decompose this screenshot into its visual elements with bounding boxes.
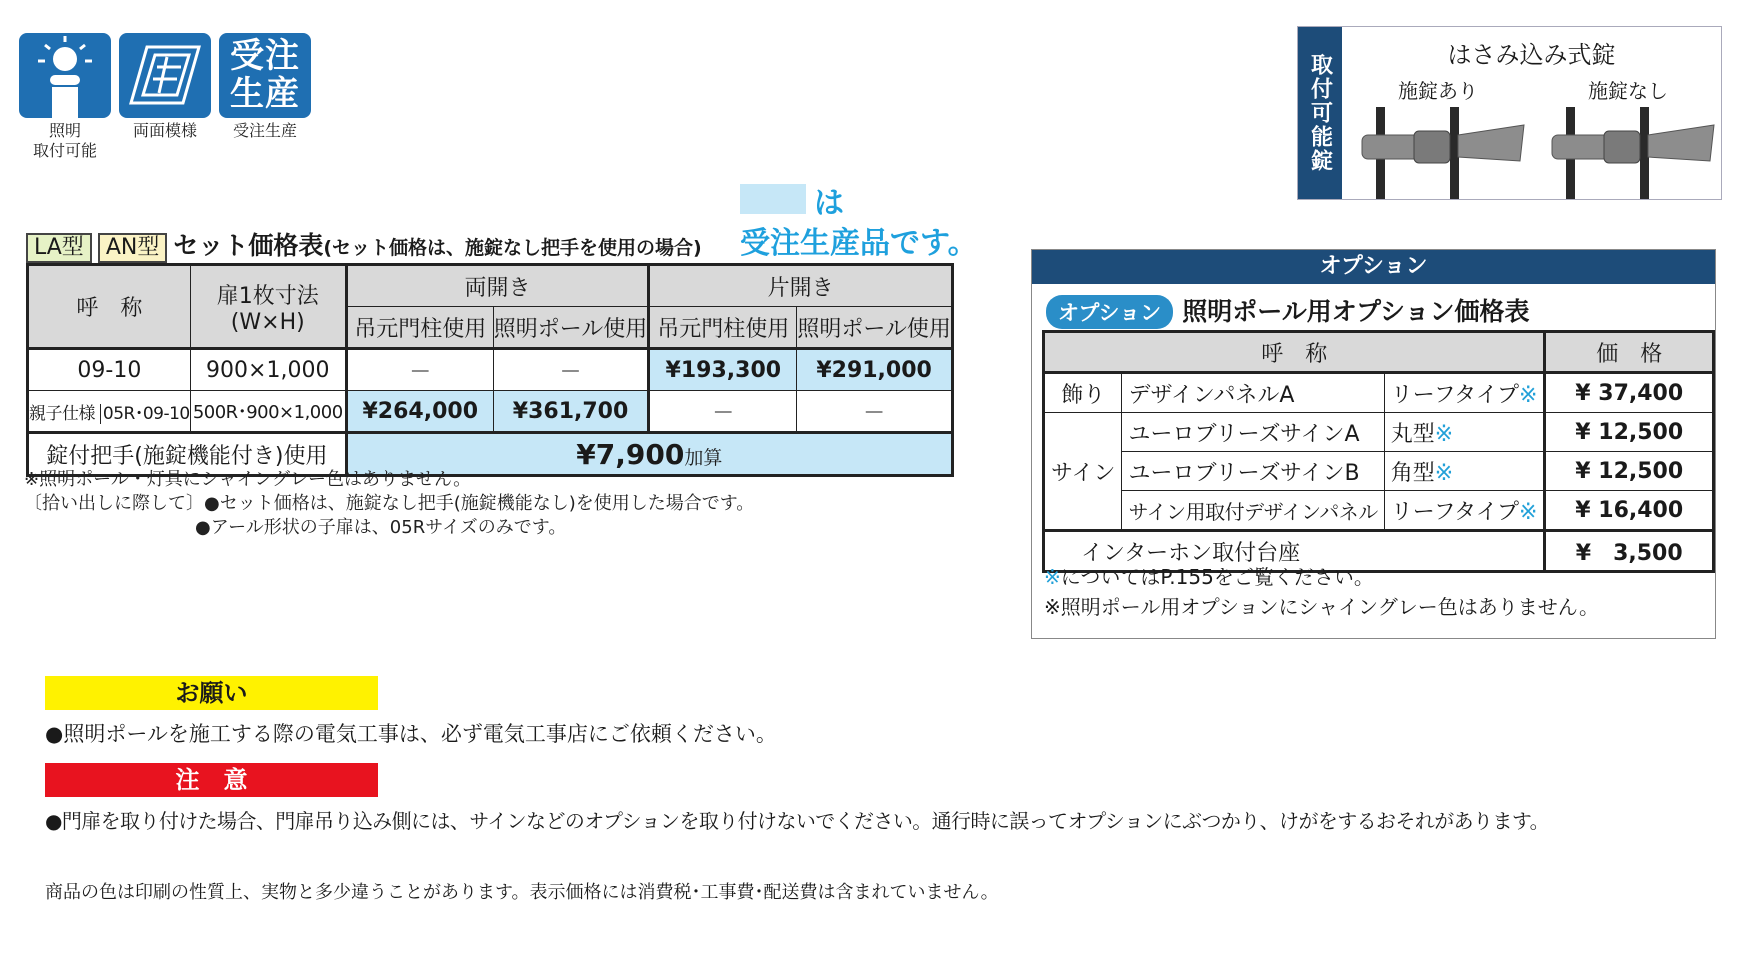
option-price-table (1042, 330, 1715, 573)
option-type-text: 丸型 (1390, 421, 1435, 447)
lock-panel (1297, 26, 1722, 200)
header-name: 呼 称 (28, 265, 191, 349)
order-caption: 受注生産 (232, 121, 297, 140)
option-notes (1044, 562, 1599, 622)
option-type (1384, 452, 1545, 491)
option-header-name: 呼 称 (1044, 332, 1545, 373)
row-name: 09-10 (28, 349, 191, 391)
tag-an: AN型 (98, 233, 168, 263)
row-name-code: 05R･09-10 (100, 404, 190, 424)
option-box (1031, 249, 1716, 639)
cell-double-post: ¥264,000 (346, 391, 493, 433)
set-price-table (26, 263, 954, 477)
option-name: サイン用取付デザインパネル (1122, 491, 1384, 531)
lock-row-suffix: 加算 (684, 446, 723, 469)
row-size: 900×1,000 (190, 349, 346, 391)
header-double: 両開き (346, 265, 649, 307)
cell-single-post: － (649, 391, 797, 433)
cell-double-pole: － (493, 349, 649, 391)
set-table-title: セット価格表 (173, 231, 324, 260)
request-label: お願い (45, 676, 378, 710)
option-name: デザインパネルA (1122, 373, 1384, 413)
option-price: ¥ 16,400 (1545, 491, 1714, 531)
unlocked-handle-illustration (1548, 107, 1718, 199)
option-pill: オプション (1046, 295, 1173, 329)
header-size-1: 扉1枚寸法 (216, 283, 319, 309)
header-size (190, 265, 346, 349)
tag-la: LA型 (26, 233, 92, 263)
option-mark: ※ (1434, 421, 1454, 447)
lock-row-price: ¥7,900 (576, 437, 685, 471)
intercom-price: ¥ 3,500 (1545, 531, 1714, 572)
option-type-text: リーフタイプ (1390, 382, 1520, 408)
order-text-1: 受注 (230, 36, 300, 76)
footer-note: 商品の色は印刷の性質上、実物と多少違うことがあります。表示価格には消費税･工事費･配送費は含まれていません。 (45, 882, 999, 903)
request-text: ●照明ポールを施工する際の電気工事は、必ず電気工事店にご依頼ください。 (45, 722, 777, 746)
table-row (28, 391, 953, 433)
option-mark: ※ (1434, 460, 1454, 486)
cell-double-post: － (346, 349, 493, 391)
note-2: ●セット価格は、施錠なし把手(施錠機能なし)を使用した場合です。 (204, 493, 755, 514)
row-size: 500R･900×1,000 (190, 391, 346, 433)
header-single: 片開き (649, 265, 953, 307)
light-pole-icon (19, 33, 111, 118)
option-title: 照明ポール用オプション価格表 (1182, 297, 1530, 326)
legend-line-1: は (814, 186, 844, 221)
cell-single-pole: － (797, 391, 953, 433)
option-note-1: についてはP.155をご覧ください。 (1060, 565, 1374, 589)
option-header: オプション (1032, 250, 1715, 284)
option-header-price: 価 格 (1545, 332, 1714, 373)
note-1: ※照明ポール・灯具にシャイングレー色はありません。 (24, 469, 472, 490)
option-type (1384, 413, 1545, 452)
option-type (1384, 491, 1545, 531)
double-sided-pattern-badge (119, 33, 211, 118)
option-type-text: 角型 (1390, 460, 1435, 486)
note-3: ●アール形状の子扉は、05Rサイズのみです。 (195, 517, 567, 538)
cell-single-post: ¥193,300 (649, 349, 797, 391)
caution-label: 注 意 (45, 763, 378, 797)
set-table-title-note: (セット価格は、施錠なし把手を使用の場合) (323, 237, 702, 259)
table-row (1044, 413, 1714, 452)
lock-row-label: 錠付把手(施錠機能付き)使用 (28, 433, 347, 476)
header-double-post: 吊元門柱使用 (346, 307, 493, 349)
lock-side-label: 取付可能錠 (1298, 27, 1342, 199)
pattern-caption: 両面模様 (132, 121, 197, 140)
option-price: ¥ 12,500 (1545, 413, 1714, 452)
lighting-caption: 照明 (48, 121, 81, 140)
set-table-heading (26, 226, 702, 263)
table-row (28, 349, 953, 391)
made-to-order-badge (219, 33, 311, 118)
with-lock-label: 施錠あり (1398, 79, 1478, 103)
option-price: ¥ 37,400 (1545, 373, 1714, 413)
row-name (28, 391, 191, 433)
option-mark: ※ (1519, 382, 1538, 408)
option-note-mark: ※ (1044, 565, 1061, 589)
cell-double-pole: ¥361,700 (493, 391, 649, 433)
lighting-caption-2: 取付可能 (32, 141, 97, 160)
option-name: ユーロブリーズサインB (1122, 452, 1384, 491)
intercom-name: インターホン取付台座 (1044, 531, 1545, 572)
caution-text: ●門扉を取り付けた場合、門扉吊り込み側には、サインなどのオプションを取り付けないでください。通行時に誤ってオプションにぶつかり、けがをするおそれがあります。 (45, 809, 1550, 833)
option-price: ¥ 12,500 (1545, 452, 1714, 491)
table-row (1044, 373, 1714, 413)
header-single-pole: 照明ポール使用 (797, 307, 953, 349)
cell-single-pole: ¥291,000 (797, 349, 953, 391)
without-lock-label: 施錠なし (1588, 79, 1668, 103)
option-name: ユーロブリーズサインA (1122, 413, 1384, 452)
header-single-post: 吊元門柱使用 (649, 307, 797, 349)
table-row (1044, 452, 1714, 491)
header-double-pole: 照明ポール使用 (493, 307, 649, 349)
set-notes (24, 468, 754, 540)
option-type (1384, 373, 1545, 413)
lighting-available-badge (19, 33, 111, 118)
option-type-text: リーフタイプ (1390, 499, 1520, 525)
table-row (1044, 491, 1714, 531)
legend-swatch (740, 184, 806, 214)
option-note-2: ※照明ポール用オプションにシャイングレー色はありません。 (1044, 595, 1599, 619)
row-name-spec: 親子仕様 (29, 403, 95, 424)
legend-line-2: 受注生産品です。 (740, 226, 978, 261)
order-text-2: 生産 (230, 74, 300, 114)
locked-handle-illustration (1358, 107, 1528, 199)
group-decoration: 飾り (1044, 373, 1122, 413)
option-mark: ※ (1519, 499, 1538, 525)
lock-title: はさみ込み式錠 (1447, 41, 1616, 69)
header-size-2: (W×H) (230, 309, 305, 335)
group-sign: サイン (1044, 413, 1122, 531)
double-sided-pattern-icon (119, 33, 211, 118)
note-2-prefix: 〔拾い出しに際して〕 (24, 493, 204, 514)
